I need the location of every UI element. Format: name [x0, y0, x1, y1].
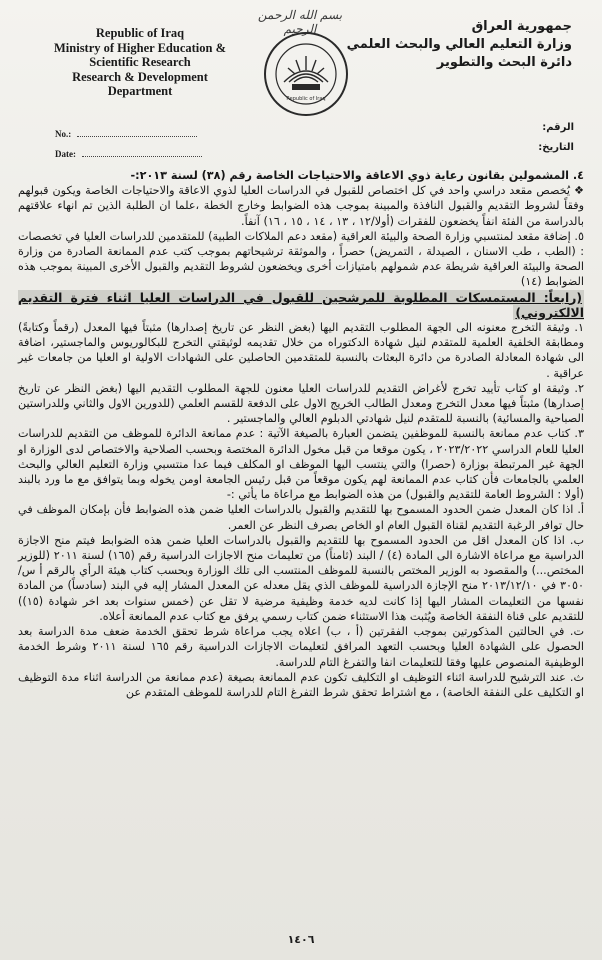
arabic-letterhead	[342, 18, 572, 72]
paragraph-s3: ٣. كتاب عدم ممانعة بالنسبة للموظفين يتضمن العبارة بالصيغة الآتية : عدم ممانعة الدائرة للموظف من التقديم للدراسات العليا للعام الدراسي ٢٠٢٣/٢٠٢٢ ، يكون موقعا من قبل مخول الدائرة المختصة وبحسب الصلاحية والاختصاص لدى الوزارة او الجهة غير المرتبطة بوزارة (حصرا) والتي ينتسب اليها الموظف او المكلف فيما عدا منتسبي وزارة التعليم العالي والبحث العلمي بالجامعات فأن كتاب عدم الممانعة لهم يكون موقعاً من قبل رئيس الجامعة اومن يخوله وبما يتوافق مع ما ورد بالبند (أولا : الشروط العامة للتقديم والقبول) من هذه الضوابط مع مراعاة ما يأتي :-	[18, 427, 584, 502]
paragraph-s3a: أ. اذا كان المعدل ضمن الحدود المسموح بها للتقديم والقبول بالدراسات العليا ضمن هذه الضوابط فأن بإمكان الموظف في حال توافر الرغبة التقديم لقناة القبول العام او الخاص بصرف النظر عن العمر.	[18, 503, 584, 532]
letterhead-line: دائرة البحث والتطوير	[436, 55, 572, 70]
paragraph-s3b: ب. اذا كان المعدل اقل من الحدود المسموح بها للتقديم والقبول بالدراسات العليا ضمن هذه الضوابط فيتم منح الاجازة الدراسية مع مراعاة الاشارة الى المادة (٤) / البند (ثامناً) من تعليمات منح الاجازات الدراسية رقم (١٦٥) لسنة ٢٠١١ (للوزير المختص...) والمقصود به الوزير المختص بالنسبة للموظف المنتسب الى تلك الوزارة وبحسب كتاب هيئة الرأي بالرقم أ س/٣٠٥٠ في ٢٠١٣/١٢/١٠ منح الإجازة الدراسية للموظف الذي يقل معدله عن المعدل المشار إليه في البند (سادساً) من المادة نفسها من التعليمات المشار اليها إذا كانت لديه خدمة وظيفية مرضية لا تقل عن (خمس سنوات بعد اخر شهادة (١٥)) للتقديم على قناة النفقة الخاصة ويُثبت هذا الاستثناء ضمن كتاب رسمي يرفق مع كتاب عدم الممانعة أعلاه.	[18, 533, 584, 623]
paragraph-s1: ١. وثيقة التخرج معنونه الى الجهة المطلوب التقديم اليها (بغض النظر عن تاريخ إصدارها) مثبتاً فيها المعدل (رقماً وكتابةً) ومطابقة الخلفية العلمية للمتقدم لنيل شهادة الدكتوراه من خلال تقديمه لوثيقتي التخرج للبكالوريوس والماجستير، اضافة الى شهادة المعادلة الصادرة من دائرة البعثات بالنسبة للمتقدمين الحاصلين على الشهادات الاولية او العليا من جامعات غير عراقية .	[18, 321, 584, 380]
ar-date-label: التاريخ:	[538, 142, 574, 153]
ar-number-label: الرقم:	[542, 122, 574, 133]
ministry-seal-logo	[262, 30, 350, 118]
number-field-line	[77, 136, 197, 137]
page-number: ١٤٠٦	[287, 933, 315, 946]
date-label: Date:	[55, 149, 76, 159]
section-title	[18, 290, 584, 320]
letterhead-line: Research & Development	[72, 69, 208, 84]
date-field-line	[82, 156, 202, 157]
reference-fields-en	[55, 124, 202, 164]
paragraph-s3d: ث. عند الترشيح للدراسة اثناء التوظيف او التكليف تكون عدم الممانعة بصيغة (عدم ممانعة من الدراسة اثناء مدة التوظيف او التكليف على النفقة الخاصة) ، مع اشتراط تحقق شرط التفرغ التام للدراسة للموظف المتقدم عن	[18, 670, 584, 699]
letterhead-line: Ministry of Higher Education &	[54, 40, 226, 55]
basmala: بسم الله الرحمن الرحيم	[257, 8, 343, 36]
letterhead-line: جمهورية العراق	[471, 19, 572, 34]
reference-fields-ar	[538, 118, 574, 158]
paragraph-item-5: ٥. إضافة مقعد لمنتسبي وزارة الصحة والبيئة العراقية (مقعد دعم الملاكات الطبية) للمتقدمين للدراسات العليا في تخصصات : (الطب ، طب الاسنان ، الصيدلة ، التمريض) حصراً ، والموثقة ترشيحاتهم بموجب كتب عدم الممانعة الصادرة من وزارة الصحة والبيئة العراقية شريطة عدم شمولهم بامتيازات أخرى ويخضعون لشروط التقديم والقبول الأخرى المبينة بموجب هذه الضوابط (١٤)	[18, 229, 584, 289]
svg-text:Republic of Iraq: Republic of Iraq	[286, 96, 326, 102]
letterhead-line: Scientific Research	[89, 55, 191, 70]
paragraph-item-4: ٤. المشمولين بقانون رعاية ذوي الاعاقة والاحتياجات الخاصة رقم (٣٨) لسنة ٢٠١٣:-	[130, 169, 584, 182]
paragraph-item-4-detail: ❖ يُخصص مقعد دراسي واحد في كل اختصاص للقبول في الدراسات العليا لذوي الاعاقة والاحتياجات الخاصة ويكون قبولهم وفقاً لشروط التقديم والقبول النافذة والمبينة بموجب هذه الضوابط وخارج الخطة ،علما ان الطلبة الذين تم انهاء علاقتهم بالدراسة من الفئة انفاً يخضعون للفقرات (أولا/١٢ ، ١٣ ، ١٤ ، ١٥ ، ١٦) آنفاً.	[18, 184, 584, 228]
letterhead-line: Department	[107, 84, 173, 99]
english-letterhead	[40, 26, 240, 99]
section-title-text: (رابعاً: المستمسكات المطلوبة للمرشحين للقبول في الدراسات العليا اثناء فترة التقديم الالكتروني)	[18, 289, 584, 320]
paragraph-s2: ٢. وثيقة او كتاب تأييد تخرج لأغراض التقديم للدراسات العليا معنون للجهة المطلوب التقديم اليها (بغض النظر عن تاريخ إصدارها) مثبتاً فيها معدل التخرج ومعدل الطالب الخريج الاول على الدفعة للقسم العلمي (للدورين الاول والثاني وللدراستين الصباحية والمسائية) بالنسبة للمتقدم لنيل شهادتي الدبلوم العالي والماجستير .	[18, 381, 584, 426]
letterhead-line: وزارة التعليم العالي والبحث العلمي	[346, 37, 572, 52]
document-body	[18, 168, 584, 700]
paragraph-s3c: ت. في الحالتين المذكورتين بموجب الفقرتين (أ ، ب) اعلاه يجب مراعاة شرط تحقق الخدمة ضعف مدة الدراسة بعد الحصول على الشهادة العليا وبحسب التعهد المرافق لتعليمات الاجازات الدراسية رقم ١٦٥ لسنة ٢٠١١ وشرط الخدمة الوظيفية المنصوص عليها وفقا للتعليمات انفا والتفرغ التام للدراسة.	[18, 625, 584, 669]
number-label: No.:	[55, 129, 72, 139]
letterhead-line: Republic of Iraq	[95, 26, 185, 40]
